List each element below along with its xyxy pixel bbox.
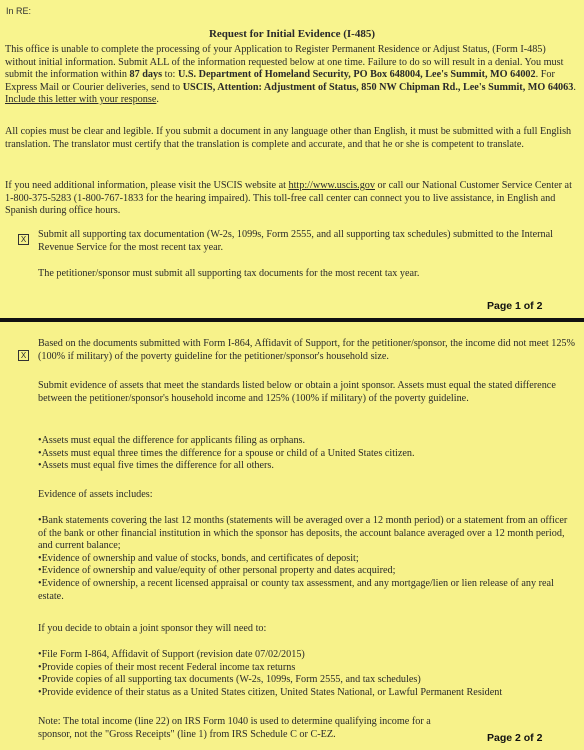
document-title: Request for Initial Evidence (I-485) [208, 28, 375, 40]
list-item: • File Form I-864, Affidavit of Support (revision date 07/02/2015) [38, 649, 578, 662]
list-item: • Assets must equal three times the difference for a spouse or child of a United States citizen. [38, 448, 578, 461]
evidence-heading: Evidence of assets includes: [38, 489, 153, 500]
copies-paragraph: All copies must be clear and legible. If you submit a document in any language other than English, it must be submitted with a full English translation. The translator must certify that the translation is complete and accurate, and that he or she is competent to translate. [5, 126, 572, 150]
intro-paragraph: This office is unable to complete the processing of your Application to Register Permanent Residence or Adjust Status, (Form I-485) without initial information. Submit ALL of the information requested below at one time. Failure to do so will result in a denial. You must submit the information within 87 days to: U.S. Department of Homeland Security, PO Box 648004, Lee's Summit, MO 64002. For Express Mail or Courier deliveries, send to USCIS, Attention: Adjustment of Status, 850 NW Chipman Rd., Lee's Summit, MO 64063. Include this letter with your response. [5, 44, 576, 106]
letter-page-1 [0, 0, 584, 318]
list-item: • Assets must equal five times the difference for all others. [38, 460, 578, 473]
insufficient-income-checkbox[interactable]: X [18, 350, 29, 361]
evidence-bullet-list [38, 515, 578, 603]
list-item: • Provide copies of their most recent Federal income tax returns [38, 662, 578, 675]
list-item: • Evidence of ownership and value of stocks, bonds, and certificates of deposit; [38, 553, 578, 566]
list-item: • Provide evidence of their status as a United States citizen, United States National, or Lawful Permanent Resident [38, 687, 578, 700]
list-item: • Evidence of ownership and value/equity of other personal property and dates acquired; [38, 565, 578, 578]
page-number-2: Page 2 of 2 [487, 732, 543, 744]
income-note: Note: The total income (line 22) on IRS Form 1040 is used to determine qualifying income for a sponsor, not the "Gross Receipts" (line 1) from IRS Schedule C or C-EZ. [38, 716, 431, 740]
tax-documents-text: Submit all supporting tax documentation (W-2s, 1099s, Form 2555, and all supporting tax schedules) submitted to the Internal Revenue Service for the most recent tax year. [38, 229, 553, 253]
courier-address: USCIS, Attention: Adjustment of Status, 850 NW Chipman Rd., Lee's Summit, MO 64063 [182, 81, 574, 93]
page-number-1: Page 1 of 2 [487, 300, 543, 312]
list-item: • Bank statements covering the last 12 months (statements will be averaged over a 12 month period) or a statement from an officer of the bank or other financial institution in which the sponsor has deposits, the account balance averaged over a 12 month period, and current balance; [38, 515, 578, 553]
tax-documents-checkbox[interactable]: X [18, 234, 29, 245]
uscis-website-link[interactable]: http://www.uscis.gov [288, 180, 375, 191]
joint-sponsor-heading: If you decide to obtain a joint sponsor they will need to: [38, 623, 267, 634]
petitioner-tax-text: The petitioner/sponsor must submit all supporting tax documents for the most recent tax year. [38, 268, 420, 279]
letter-page-2 [0, 322, 584, 750]
list-item: • Evidence of ownership, a recent licensed appraisal or county tax assessment, and any mortgage/lien or lien release of any real estate. [38, 578, 578, 603]
joint-sponsor-bullet-list [38, 649, 578, 699]
assets-bullet-list [38, 435, 578, 473]
list-item: • Assets must equal the difference for applicants filing as orphans. [38, 435, 578, 448]
insufficient-income-text: Based on the documents submitted with Form I-864, Affidavit of Support, for the petitioner/sponsor, the income did not meet 125% (100% if military) of the poverty guideline for the petitioner/sponsor's household size. [38, 338, 575, 362]
mailing-address: U.S. Department of Homeland Security, PO Box 648004, Lee's Summit, MO 64002 [177, 69, 536, 81]
list-item: • Provide copies of all supporting tax documents (W-2s, 1099s, Form 2555, and tax schedules) [38, 674, 578, 687]
in-re-label: In RE: [6, 6, 32, 16]
assets-requirement-paragraph: Submit evidence of assets that meet the standards listed below or obtain a joint sponsor. Assets must equal the stated difference between the petitioner/sponsor's household income and 125% (100% if military) of the poverty guideline. [38, 380, 556, 404]
additional-info-paragraph: If you need additional information, please visit the USCIS website at http://www.uscis.gov or call our National Customer Service Center at 1-800-375-5283 (1-800-767-1833 for the hearing impaired). This toll-free call center can connect you to live assistance, in English and Spanish during office hours. [5, 180, 572, 217]
include-letter-note: Include this letter with your response [5, 94, 157, 106]
